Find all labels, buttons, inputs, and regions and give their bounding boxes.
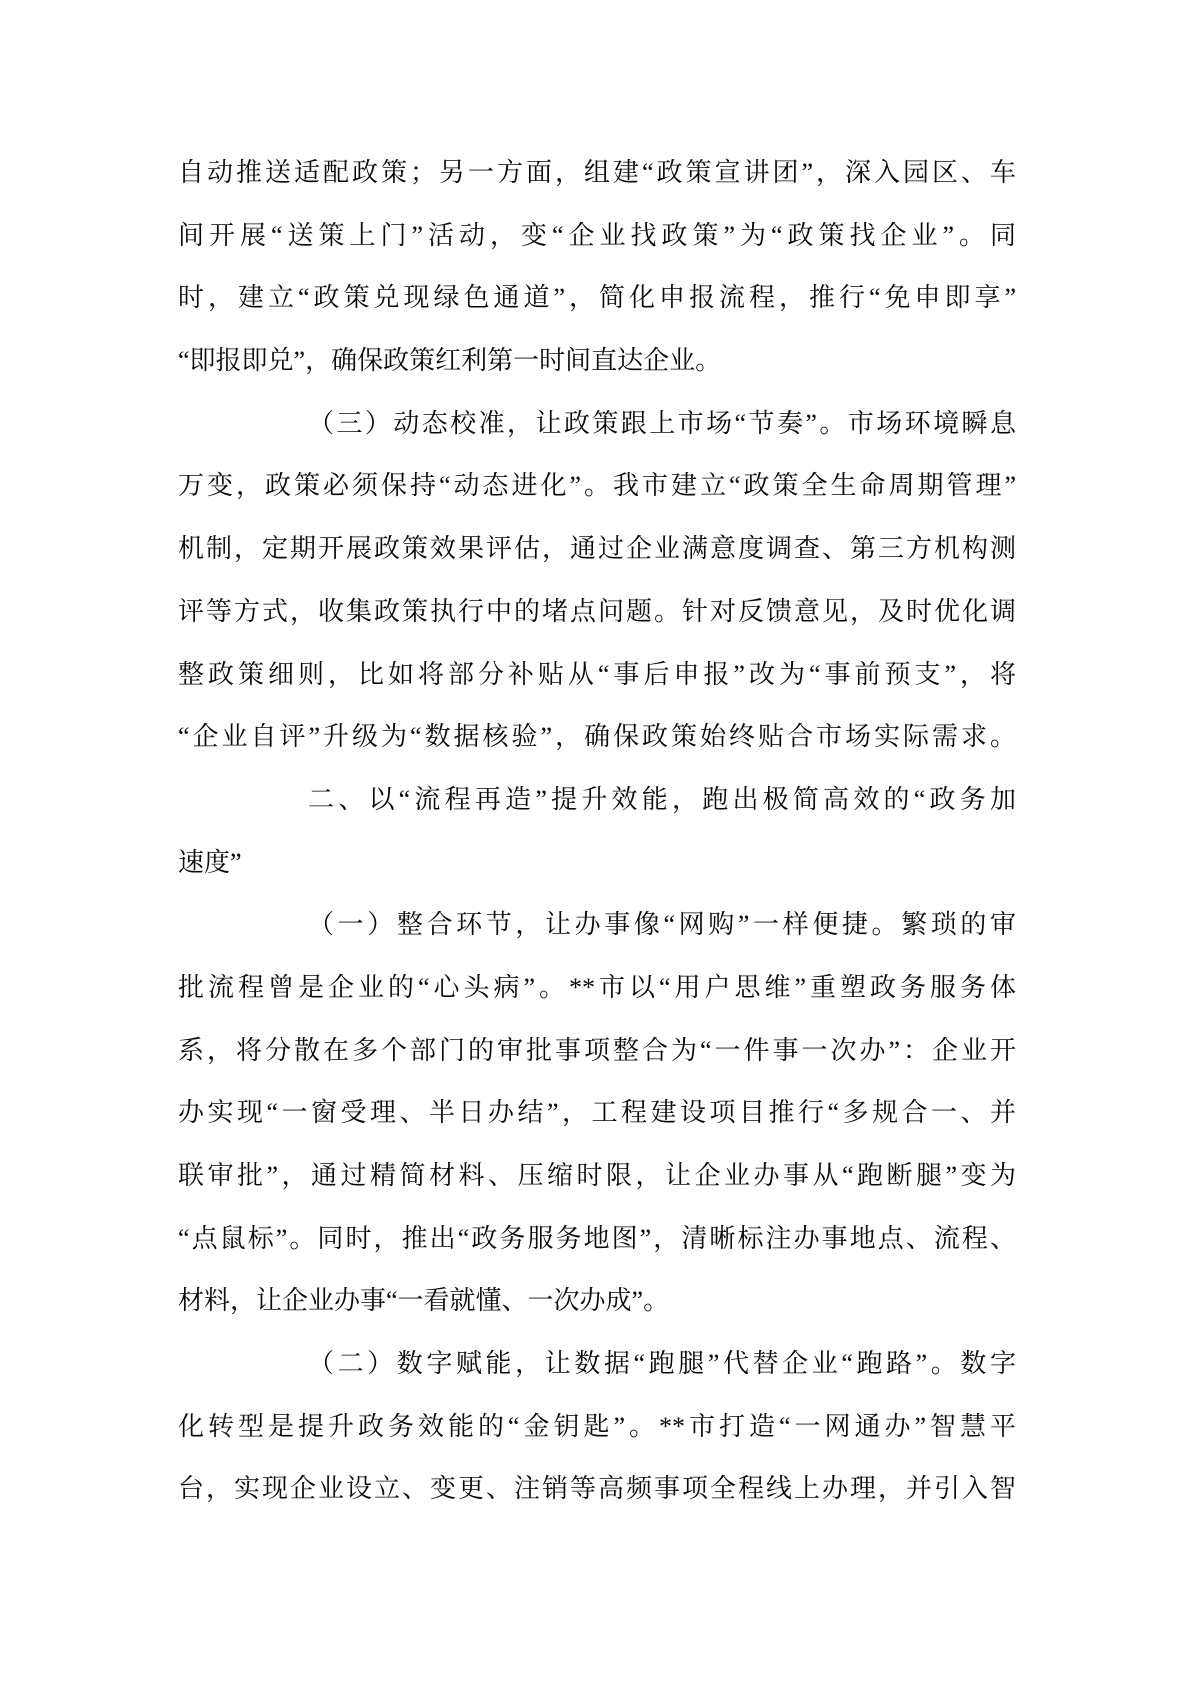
text-line: 自动推送适配政策；另一方面，组建“政策宣讲团”，深入园区、车 [178, 158, 1016, 187]
text-line: 办实现“一窗受理、半日办结”，工程建设项目推行“多规合一、并 [178, 1098, 1016, 1128]
paragraph-section-heading [178, 769, 1016, 894]
text-line: 时，建立“政策兑现绿色通道”，简化申报流程，推行“免申即享” [178, 283, 1016, 313]
text-line: 整政策细则，比如将部分补贴从“事后申报”改为“事前预支”，将 [178, 659, 1016, 689]
text-line: （二）数字赋能，让数据“跑腿”代替企业“跑路”。数字 [308, 1349, 1016, 1379]
paragraph [178, 393, 1016, 769]
text-line: 速度” [178, 847, 242, 877]
text-line: 化转型是提升政务效能的“金钥匙”。**市打造“一网通办”智慧平 [178, 1411, 1016, 1441]
text-line: 二、以“流程再造”提升效能，跑出极简高效的“政务加 [308, 784, 1016, 814]
text-line: 台，实现企业设立、变更、注销等高频事项全程线上办理，并引入智 [178, 1474, 1016, 1504]
text-line: 间开展“送策上门”活动，变“企业找政策”为“政策找企业”。同 [178, 220, 1016, 250]
paragraph [178, 894, 1016, 1333]
text-line: “点鼠标”。同时，推出“政务服务地图”，清晰标注办事地点、流程、 [178, 1223, 1016, 1253]
text-line: 系，将分散在多个部门的审批事项整合为“一件事一次办”：企业开 [178, 1035, 1016, 1065]
text-line: 评等方式，收集政策执行中的堵点问题。针对反馈意见，及时优化调 [178, 596, 1016, 626]
text-line: 联审批”，通过精简材料、压缩时限，让企业办事从“跑断腿”变为 [178, 1161, 1016, 1190]
paragraph [178, 142, 1016, 393]
text-line: “企业自评”升级为“数据核验”，确保政策始终贴合市场实际需求。 [178, 722, 1016, 752]
text-line: （一）整合环节，让办事像“网购”一样便捷。繁琐的审 [308, 910, 1016, 940]
text-line: “即报即兑”，确保政策红利第一时间直达企业。 [178, 346, 722, 376]
paragraph [178, 1333, 1016, 1521]
text-line: 材料，让企业办事“一看就懂、一次办成”。 [178, 1286, 670, 1316]
text-line: （三）动态校准，让政策跟上市场“节奏”。市场环境瞬息 [308, 408, 1016, 438]
text-line: 机制，定期开展政策效果评估，通过企业满意度调查、第三方机构测 [178, 534, 1016, 564]
document-text-block [178, 142, 1016, 1521]
text-line: 批流程曾是企业的“心头病”。**市以“用户思维”重塑政务服务体 [178, 972, 1016, 1002]
text-line: 万变，政策必须保持“动态进化”。我市建立“政策全生命周期管理” [178, 471, 1016, 501]
